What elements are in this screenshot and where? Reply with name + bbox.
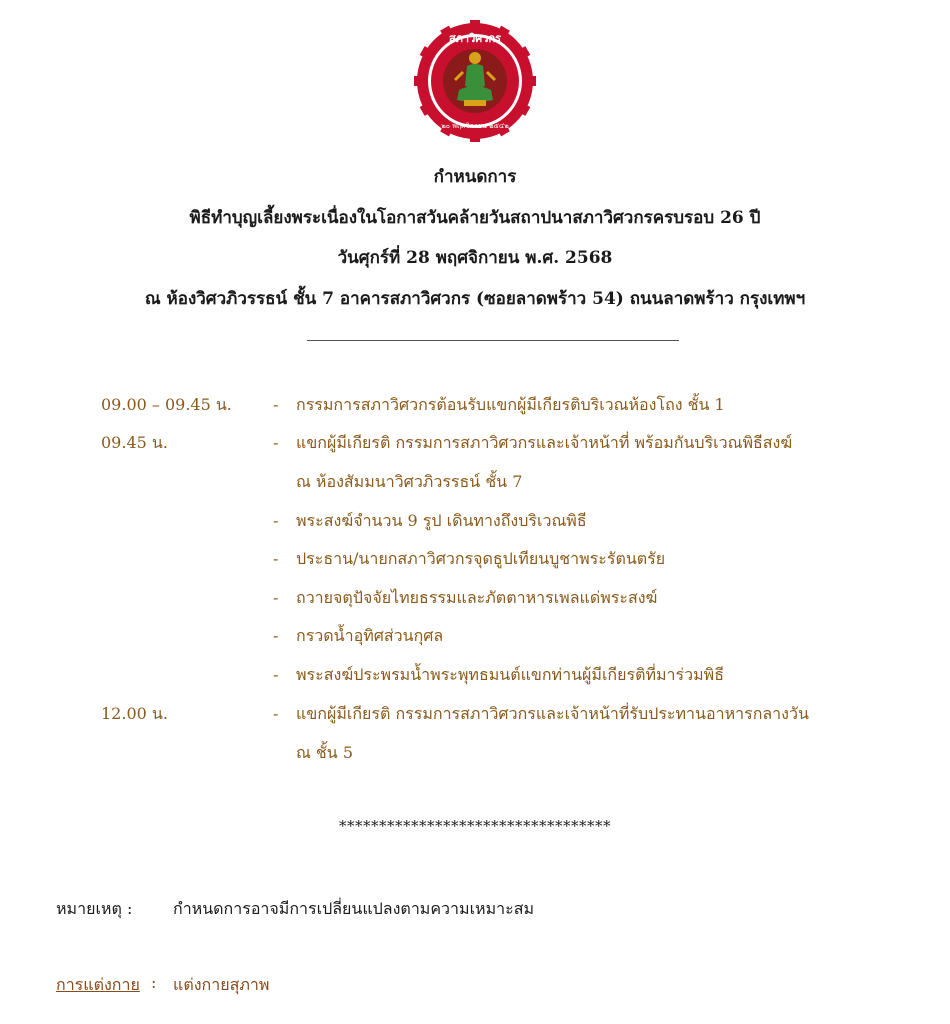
dress-code-label: การแต่งกาย <box>56 975 140 994</box>
schedule-dash: - <box>273 395 279 414</box>
schedule-dash: - <box>273 433 279 452</box>
schedule-item: ณ ชั้น 5 <box>296 743 353 762</box>
header-divider <box>307 340 679 341</box>
schedule-item: แขกผู้มีเกียรติ กรรมการสภาวิศวกรและเจ้าหน้าที่รับประทานอาหารกลางวัน <box>296 704 809 723</box>
schedule-item: ประธาน/นายกสภาวิศวกรจุดธูปเทียนบูชาพระรัตนตรัย <box>296 549 666 568</box>
schedule-dash: - <box>273 665 279 684</box>
schedule-time: 12.00 น. <box>101 704 168 723</box>
schedule-item: กรวดน้ำอุทิศส่วนกุศล <box>296 626 444 645</box>
event-date: วันศุกร์ที่ 28 พฤศจิกายน พ.ศ. 2568 <box>337 248 613 268</box>
schedule-item: แขกผู้มีเกียรติ กรรมการสภาวิศวกรและเจ้าหน้าที่ พร้อมกันบริเวณพิธีสงฆ์ <box>296 433 793 452</box>
schedule-dash: - <box>273 704 279 723</box>
dress-code-colon: : <box>151 973 157 992</box>
svg-text:๒๐ พฤศจิกายน ๒๕๔๒: ๒๐ พฤศจิกายน ๒๕๔๒ <box>441 122 509 130</box>
schedule-dash: - <box>273 511 279 530</box>
svg-text:สภาวิศวกร: สภาวิศวกร <box>448 32 502 45</box>
schedule-time: 09.00 – 09.45 น. <box>101 395 232 414</box>
note-label: หมายเหตุ : <box>56 899 133 918</box>
schedule-dash: - <box>273 588 279 607</box>
dress-code-text: แต่งกายสุภาพ <box>173 975 270 994</box>
event-venue: ณ ห้องวิศวภิวรรธน์ ชั้น 7 อาคารสภาวิศวกร (ซอยลาดพร้าว 54) ถนนลาดพร้าว กรุงเทพฯ <box>144 289 806 309</box>
separator-stars: ********************************** <box>339 817 611 835</box>
schedule-dash: - <box>273 626 279 645</box>
schedule-item: ถวายจตุปัจจัยไทยธรรมและภัตตาหารเพลแด่พระสงฆ์ <box>296 588 658 607</box>
schedule-item: พระสงฆ์ประพรมน้ำพระพุทธมนต์แขกท่านผู้มีเกียรติที่มาร่วมพิธี <box>296 665 724 684</box>
note-text: กำหนดการอาจมีการเปลี่ยนแปลงตามความเหมาะสม <box>173 899 535 918</box>
schedule-item: ณ ห้องสัมมนาวิศวภิวรรธน์ ชั้น 7 <box>296 472 523 491</box>
schedule-dash: - <box>273 549 279 568</box>
document-title: กำหนดการ <box>433 167 517 187</box>
schedule-item: กรรมการสภาวิศวกรต้อนรับแขกผู้มีเกียรติบริเวณห้องโถง ชั้น 1 <box>296 395 725 414</box>
council-emblem-logo <box>414 20 536 142</box>
ceremony-subtitle: พิธีทำบุญเลี้ยงพระเนื่องในโอกาสวันคล้ายวันสถาปนาสภาวิศวกรครบรอบ 26 ปี <box>189 208 761 228</box>
schedule-item: พระสงฆ์จำนวน 9 รูป เดินทางถึงบริเวณพิธี <box>296 511 587 530</box>
schedule-time: 09.45 น. <box>101 433 168 452</box>
